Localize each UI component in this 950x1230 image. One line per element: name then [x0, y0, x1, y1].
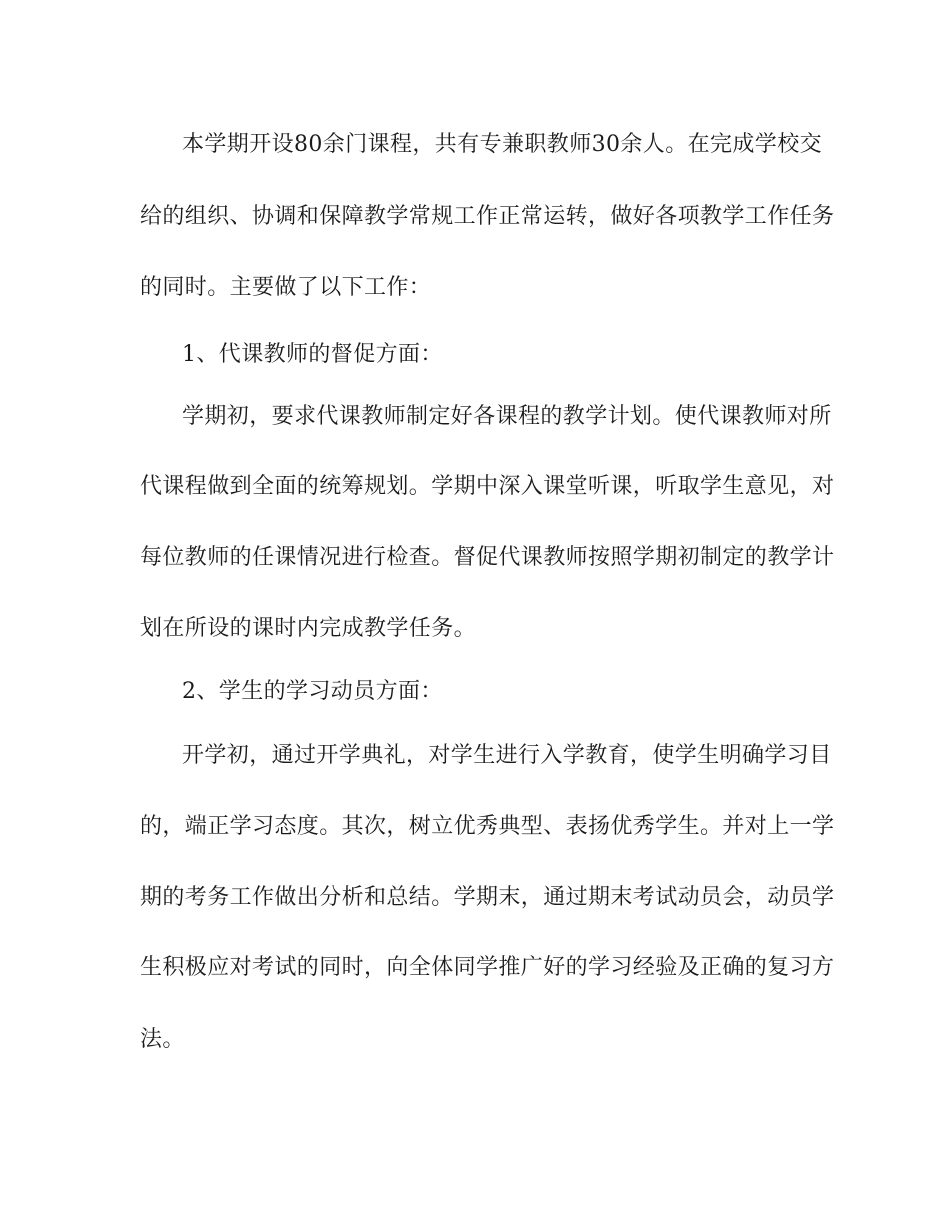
- paragraph-3-line-5: 法。: [140, 1027, 185, 1052]
- paragraph-2-line-2: 代课程做到全面的统筹规划。学期中深入课堂听课，听取学生意见，对: [140, 474, 835, 499]
- paragraph-1-line-1: 本学期开设80余门课程，共有专兼职教师30余人。在完成学校交: [182, 132, 822, 157]
- paragraph-1-line-3: 的同时。主要做了以下工作：: [140, 275, 432, 300]
- paragraph-2-line-3: 每位教师的任课情况进行检查。督促代课教师按照学期初制定的教学计: [140, 545, 835, 570]
- paragraph-3-line-1: 开学初，通过开学典礼，对学生进行入学教育，使学生明确学习目: [182, 743, 832, 768]
- paragraph-3-line-4: 生积极应对考试的同时，向全体同学推广好的学习经验及正确的复习方: [140, 955, 835, 980]
- paragraph-3-line-3: 期的考务工作做出分析和总结。学期末，通过期末考试动员会，动员学: [140, 885, 835, 910]
- paragraph-2-line-1: 学期初，要求代课教师制定好各课程的教学计划。使代课教师对所: [182, 404, 832, 429]
- paragraph-3-line-2: 的，端正学习态度。其次，树立优秀典型、表扬优秀学生。并对上一学: [140, 814, 835, 839]
- section-heading-2: 2、学生的学习动员方面：: [182, 679, 443, 704]
- paragraph-1-line-2: 给的组织、协调和保障教学常规工作正常运转，做好各项教学工作任务: [140, 204, 835, 229]
- section-heading-1: 1、代课教师的督促方面：: [182, 342, 443, 367]
- paragraph-2-line-4: 划在所设的课时内完成教学任务。: [140, 616, 477, 641]
